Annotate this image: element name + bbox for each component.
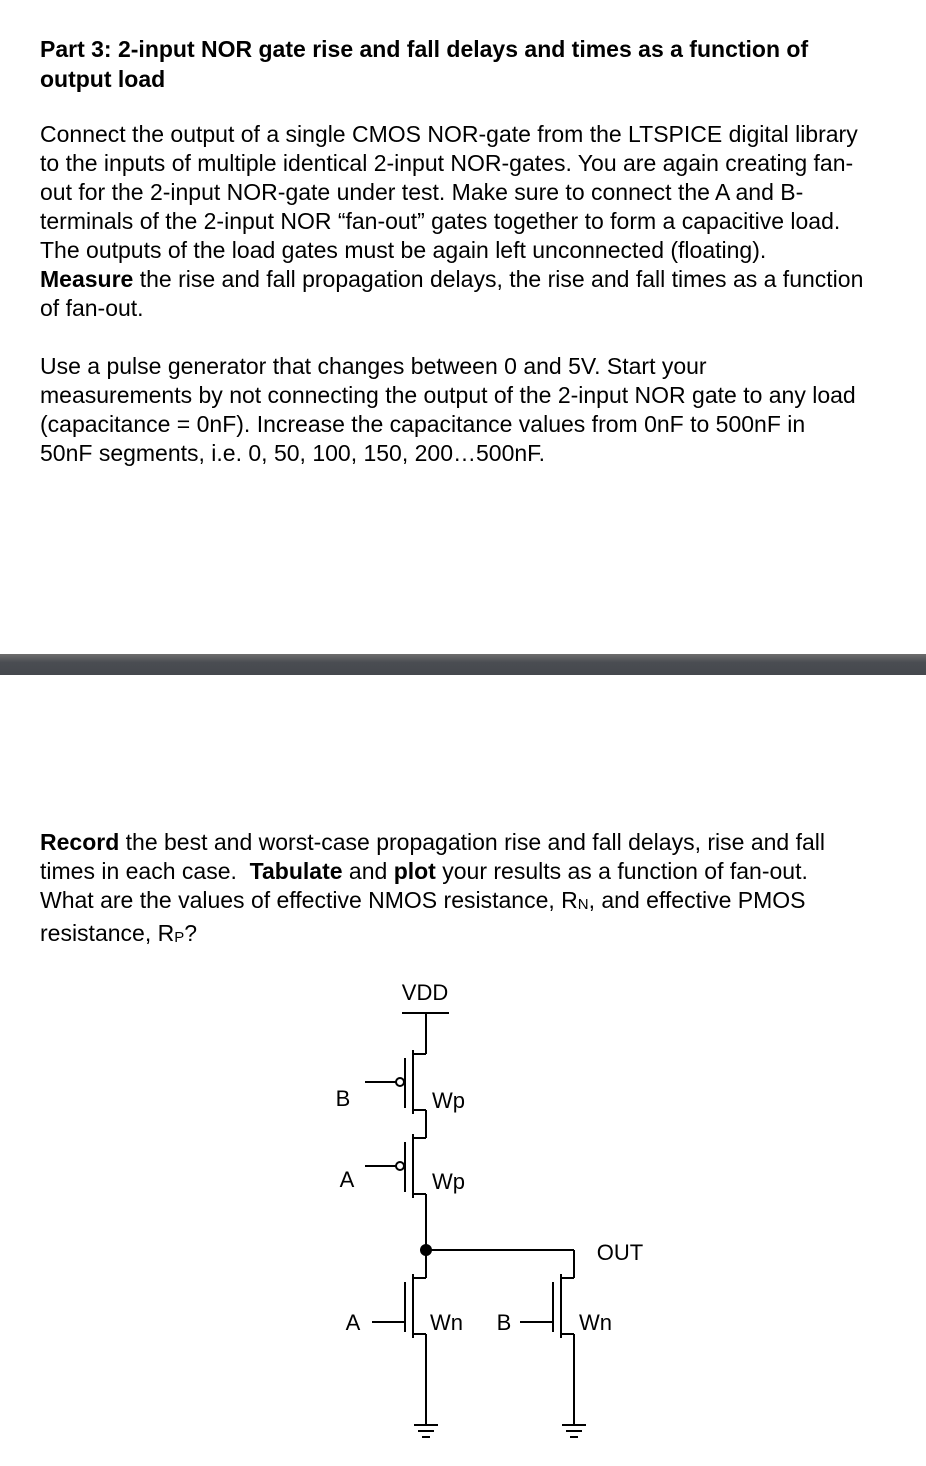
instructions-paragraph-2 xyxy=(40,352,926,468)
p2-line-2: measurements by not connecting the output of the 2-input NOR gate to any load xyxy=(40,382,856,408)
nor-gate-schematic xyxy=(0,976,926,1466)
p3-line-3-b: , and effective PMOS xyxy=(588,887,806,913)
p2-line-1: Use a pulse generator that changes between 0 and 5V. Start your xyxy=(40,353,707,379)
section-title xyxy=(40,34,920,94)
p1-line-2: to the inputs of multiple identical 2-input NOR-gates. You are again creating fan- xyxy=(40,150,854,176)
p3-line-1 xyxy=(40,828,926,857)
ground-icon xyxy=(414,1425,438,1437)
p1-line-1: Connect the output of a single CMOS NOR-gate from the LTSPICE digital library xyxy=(40,121,858,147)
p3-line-2-a: times in each case. xyxy=(40,858,250,884)
nmos-transistor-b xyxy=(520,1274,574,1424)
output-label: OUT xyxy=(596,1240,644,1265)
pmos-transistor-b xyxy=(365,1050,426,1114)
title-line-1: Part 3: 2-input NOR gate rise and fall delays and times as a function of xyxy=(40,36,809,62)
p2-line-3: (capacitance = 0nF). Increase the capacitance values from 0nF to 500nF in xyxy=(40,411,806,437)
instructions-paragraph-3 xyxy=(40,828,926,952)
p1-line-5: The outputs of the load gates must be again left unconnected (floating). xyxy=(40,237,767,263)
p1-line-3: out for the 2-input NOR-gate under test. Make sure to connect the A and B- xyxy=(40,179,804,205)
rp-subscript: P xyxy=(174,929,185,946)
pmos-b-width-label: Wp xyxy=(432,1088,465,1113)
nmos-a-input-label: A xyxy=(345,1310,361,1335)
p3-line-4-a: resistance, R xyxy=(40,920,175,946)
nmos-transistor-a xyxy=(372,1274,426,1424)
p2-line-4: 50nF segments, i.e. 0, 50, 100, 150, 200…500nF. xyxy=(40,440,546,466)
vdd-label: VDD xyxy=(401,980,449,1005)
ground-icon xyxy=(562,1425,586,1437)
p3-line-2-c: your results as a function of fan-out. xyxy=(435,858,808,884)
page-divider xyxy=(0,654,926,675)
instructions-paragraph-1 xyxy=(40,120,926,323)
measure-keyword: Measure xyxy=(40,266,134,292)
nmos-b-width-label: Wn xyxy=(579,1310,612,1335)
p3-line-3-a: What are the values of effective NMOS resistance, R xyxy=(40,887,578,913)
p1-line-6 xyxy=(40,265,926,294)
pmos-transistor-a xyxy=(365,1134,426,1198)
p3-line-1-rest: the best and worst-case propagation rise and fall delays, rise and fall xyxy=(119,829,825,855)
p3-line-2 xyxy=(40,857,926,886)
p1-line-6-rest: the rise and fall propagation delays, the rise and fall times as a function xyxy=(133,266,864,292)
nmos-b-input-label: B xyxy=(496,1310,512,1335)
plot-keyword: plot xyxy=(393,858,436,884)
tabulate-keyword: Tabulate xyxy=(249,858,343,884)
record-keyword: Record xyxy=(40,829,120,855)
p1-line-7: of fan-out. xyxy=(40,295,144,321)
pmos-b-input-label: B xyxy=(335,1086,351,1111)
p3-line-3 xyxy=(40,886,926,919)
title-line-2: output load xyxy=(40,66,166,92)
p3-line-4-b: ? xyxy=(184,920,198,946)
rn-subscript: N xyxy=(577,896,589,913)
p1-line-4: terminals of the 2-input NOR “fan-out” gates together to form a capacitive load. xyxy=(40,208,841,234)
nmos-a-width-label: Wn xyxy=(430,1310,463,1335)
p3-line-4 xyxy=(40,919,926,952)
p3-line-2-b: and xyxy=(342,858,394,884)
pmos-a-input-label: A xyxy=(339,1167,355,1192)
pmos-a-width-label: Wp xyxy=(432,1169,465,1194)
